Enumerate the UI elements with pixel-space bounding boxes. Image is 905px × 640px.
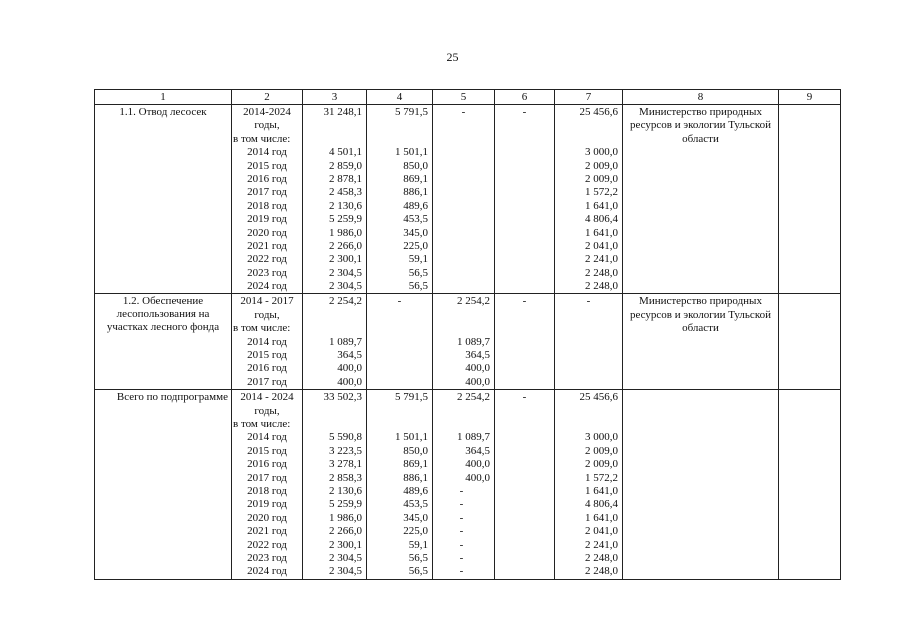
- cell-line: 5 791,5: [395, 106, 428, 118]
- cell-line: 2 248,0: [585, 551, 618, 564]
- executor-cell: [623, 390, 779, 579]
- cell-line: 2 248,0: [585, 266, 618, 279]
- cell-line: 1 641,0: [585, 226, 618, 239]
- header-cell: 9: [779, 90, 841, 105]
- cell-line: 2017 год: [247, 375, 287, 388]
- cell-line: 2016 год: [247, 172, 287, 185]
- cell-line: 886,1: [403, 186, 428, 199]
- cell-line: 2018 год: [247, 199, 287, 212]
- cell-line: 400,0: [337, 362, 362, 375]
- row-name: 1.2. Обеспечение лесопользования на участках лесного фонда: [95, 294, 232, 390]
- cell-line: 2 304,5: [329, 280, 362, 293]
- cell-line: -: [459, 525, 464, 538]
- col9-cell: [779, 390, 841, 579]
- cell-line: 364,5: [337, 349, 362, 362]
- cell-line: [367, 119, 428, 132]
- col4-cell: [367, 390, 433, 579]
- section-row: [95, 390, 841, 579]
- cell-line: 2 009,0: [585, 172, 618, 185]
- cell-line: 1 572,2: [585, 471, 618, 484]
- cell-line: 2014 год: [247, 431, 287, 444]
- cell-line: 2 300,1: [329, 253, 362, 266]
- cell-line: 2019 год: [247, 498, 287, 511]
- cell-line: 1 641,0: [585, 484, 618, 497]
- col7-cell: [555, 390, 623, 579]
- cell-line: [433, 309, 490, 322]
- cell-line: 5 259,9: [329, 213, 362, 226]
- cell-line: 2 254,2: [329, 295, 362, 308]
- cell-line: 59,1: [408, 538, 428, 551]
- cell-line: [303, 119, 362, 132]
- col6-cell: [495, 105, 555, 294]
- header-cell: 7: [555, 90, 623, 105]
- cell-line: [303, 309, 362, 322]
- cell-line: 2015 год: [247, 349, 287, 362]
- col7-cell: [555, 105, 623, 294]
- row-name: 1.1. Отвод лесосек: [95, 105, 232, 294]
- header-cell: 8: [623, 90, 779, 105]
- cell-line: 2 266,0: [329, 525, 362, 538]
- header-cell: 3: [303, 90, 367, 105]
- section-row: [95, 105, 841, 294]
- cell-line: 1 641,0: [585, 199, 618, 212]
- cell-line: 364,5: [465, 444, 490, 457]
- cell-line: -: [459, 498, 464, 511]
- cell-line: 56,5: [408, 551, 428, 564]
- header-cell: 5: [433, 90, 495, 105]
- cell-line: 2 241,0: [585, 253, 618, 266]
- cell-line: 56,5: [408, 565, 428, 578]
- col4-cell: [367, 294, 433, 390]
- period-cell: [232, 294, 303, 390]
- header-cell: 1: [95, 90, 232, 105]
- cell-line: 1 089,7: [329, 335, 362, 348]
- cell-line: 56,5: [408, 266, 428, 279]
- cell-line: 886,1: [403, 471, 428, 484]
- cell-line: 1 089,7: [457, 431, 490, 444]
- cell-line: 2 859,0: [329, 159, 362, 172]
- cell-line: 2 266,0: [329, 239, 362, 252]
- cell-line: 2014 год: [247, 146, 287, 159]
- cell-line: 3 278,1: [329, 458, 362, 471]
- executor-cell: Министерство природных ресурсов и экологии Тульской области: [623, 105, 779, 294]
- cell-line: 2 858,3: [329, 471, 362, 484]
- cell-line: 3 000,0: [585, 431, 618, 444]
- cell-line: 3 223,5: [329, 444, 362, 457]
- cell-line: 453,5: [403, 498, 428, 511]
- cell-line: 345,0: [403, 511, 428, 524]
- cell-line: 2014 - 2024: [240, 391, 294, 404]
- cell-line: 2 041,0: [585, 239, 618, 252]
- cell-line: 5 590,8: [329, 431, 362, 444]
- cell-line: [433, 405, 490, 418]
- cell-line: -: [459, 565, 464, 578]
- cell-line: в том числе:: [233, 132, 291, 145]
- cell-line: 850,0: [403, 159, 428, 172]
- period-cell: [232, 390, 303, 579]
- cell-line: [555, 418, 618, 431]
- cell-line: [303, 133, 362, 146]
- cell-line: 2 130,6: [329, 484, 362, 497]
- cell-line: 400,0: [465, 375, 490, 388]
- cell-line: [555, 405, 618, 418]
- col9-cell: [779, 294, 841, 390]
- cell-line: 2023 год: [247, 551, 287, 564]
- cell-line: 2017 год: [247, 471, 287, 484]
- cell-line: 850,0: [403, 444, 428, 457]
- cell-line: 2022 год: [247, 538, 287, 551]
- cell-line: 225,0: [403, 525, 428, 538]
- cell-line: -: [586, 295, 591, 308]
- cell-line: 56,5: [408, 280, 428, 293]
- cell-line: 2 041,0: [585, 525, 618, 538]
- col4-cell: [367, 105, 433, 294]
- cell-line: [303, 405, 362, 418]
- cell-line: 2 254,2: [457, 295, 490, 308]
- cell-line: 2020 год: [247, 511, 287, 524]
- cell-line: 225,0: [403, 239, 428, 252]
- col5-cell: [433, 390, 495, 579]
- cell-line: 2014 год: [247, 335, 287, 348]
- cell-line: 2 878,1: [329, 172, 362, 185]
- cell-line: -: [522, 106, 527, 118]
- cell-line: 2015 год: [247, 444, 287, 457]
- cell-line: 2015 год: [247, 159, 287, 172]
- cell-line: 2014 - 2017: [240, 295, 294, 308]
- cell-line: [555, 133, 618, 146]
- cell-line: [367, 405, 428, 418]
- cell-line: [303, 322, 362, 335]
- cell-line: 364,5: [465, 349, 490, 362]
- cell-line: 2021 год: [247, 525, 287, 538]
- cell-line: 345,0: [403, 226, 428, 239]
- cell-line: 25 456,6: [579, 391, 618, 404]
- col6-cell: [495, 390, 555, 579]
- cell-line: -: [522, 391, 527, 404]
- col5-cell: [433, 105, 495, 294]
- header-cell: 6: [495, 90, 555, 105]
- cell-line: [433, 418, 490, 431]
- cell-line: 2 304,5: [329, 565, 362, 578]
- cell-line: -: [459, 538, 464, 551]
- cell-line: -: [459, 511, 464, 524]
- cell-line: 2023 год: [247, 266, 287, 279]
- cell-line: 4 501,1: [329, 146, 362, 159]
- row-name: Всего по подпрограмме: [95, 390, 232, 579]
- page-number: 25: [446, 50, 459, 64]
- cell-line: [303, 418, 362, 431]
- cell-line: 5 791,5: [395, 391, 428, 404]
- funding-table: [94, 89, 841, 580]
- table-body: [95, 105, 841, 580]
- cell-line: 1 641,0: [585, 511, 618, 524]
- cell-line: [367, 418, 428, 431]
- header-cell: 4: [367, 90, 433, 105]
- section-row: [95, 294, 841, 390]
- cell-line: 2024 год: [247, 280, 287, 293]
- col9-cell: [779, 105, 841, 294]
- col3-cell: [303, 390, 367, 579]
- cell-line: 400,0: [465, 362, 490, 375]
- col5-cell: [433, 294, 495, 390]
- cell-line: 1 986,0: [329, 226, 362, 239]
- cell-line: [367, 133, 428, 146]
- cell-line: 59,1: [408, 253, 428, 266]
- cell-line: 2 009,0: [585, 159, 618, 172]
- cell-line: 33 502,3: [323, 391, 362, 404]
- header-row: [95, 90, 841, 105]
- cell-line: 1 501,1: [395, 146, 428, 159]
- cell-line: 2022 год: [247, 253, 287, 266]
- cell-line: 400,0: [465, 458, 490, 471]
- cell-line: 2 241,0: [585, 538, 618, 551]
- cell-line: 2018 год: [247, 484, 287, 497]
- cell-line: 2 130,6: [329, 199, 362, 212]
- cell-line: -: [522, 295, 527, 308]
- cell-line: 2014-2024: [243, 106, 291, 118]
- cell-line: 2 304,5: [329, 551, 362, 564]
- cell-line: 2020 год: [247, 226, 287, 239]
- cell-line: -: [459, 551, 464, 564]
- cell-line: 869,1: [403, 172, 428, 185]
- cell-line: 5 259,9: [329, 498, 362, 511]
- cell-line: 2017 год: [247, 186, 287, 199]
- cell-line: в том числе:: [233, 417, 291, 430]
- col3-cell: [303, 105, 367, 294]
- col6-cell: [495, 294, 555, 390]
- cell-line: 2 304,5: [329, 266, 362, 279]
- period-cell: [232, 105, 303, 294]
- cell-line: 1 501,1: [395, 431, 428, 444]
- cell-line: 2 009,0: [585, 444, 618, 457]
- cell-line: 3 000,0: [585, 146, 618, 159]
- cell-line: 2021 год: [247, 239, 287, 252]
- cell-line: 2019 год: [247, 213, 287, 226]
- col7-cell: [555, 294, 623, 390]
- cell-line: [433, 322, 490, 335]
- cell-line: 25 456,6: [579, 106, 618, 118]
- cell-line: [555, 119, 618, 132]
- cell-line: 1 986,0: [329, 511, 362, 524]
- cell-line: годы,: [254, 308, 280, 321]
- cell-line: 489,6: [403, 199, 428, 212]
- header-cell: 2: [232, 90, 303, 105]
- cell-line: 2016 год: [247, 362, 287, 375]
- cell-line: 489,6: [403, 484, 428, 497]
- cell-line: 2024 год: [247, 565, 287, 578]
- cell-line: 453,5: [403, 213, 428, 226]
- cell-line: 2 254,2: [457, 391, 490, 404]
- cell-line: 4 806,4: [585, 213, 618, 226]
- cell-line: 869,1: [403, 458, 428, 471]
- cell-line: 2 458,3: [329, 186, 362, 199]
- cell-line: 2 009,0: [585, 458, 618, 471]
- cell-line: 2 300,1: [329, 538, 362, 551]
- cell-line: годы,: [254, 119, 280, 132]
- cell-line: в том числе:: [233, 322, 291, 335]
- cell-line: -: [397, 295, 402, 308]
- cell-line: годы,: [254, 404, 280, 417]
- cell-line: -: [461, 106, 466, 118]
- cell-line: 2 248,0: [585, 280, 618, 293]
- cell-line: 2 248,0: [585, 565, 618, 578]
- cell-line: 31 248,1: [323, 106, 362, 118]
- cell-line: 400,0: [465, 471, 490, 484]
- executor-cell: Министерство природных ресурсов и экологии Тульской области: [623, 294, 779, 390]
- col3-cell: [303, 294, 367, 390]
- cell-line: 4 806,4: [585, 498, 618, 511]
- cell-line: 2016 год: [247, 458, 287, 471]
- cell-line: 400,0: [337, 375, 362, 388]
- cell-line: -: [459, 484, 464, 497]
- cell-line: 1 572,2: [585, 186, 618, 199]
- cell-line: 1 089,7: [457, 335, 490, 348]
